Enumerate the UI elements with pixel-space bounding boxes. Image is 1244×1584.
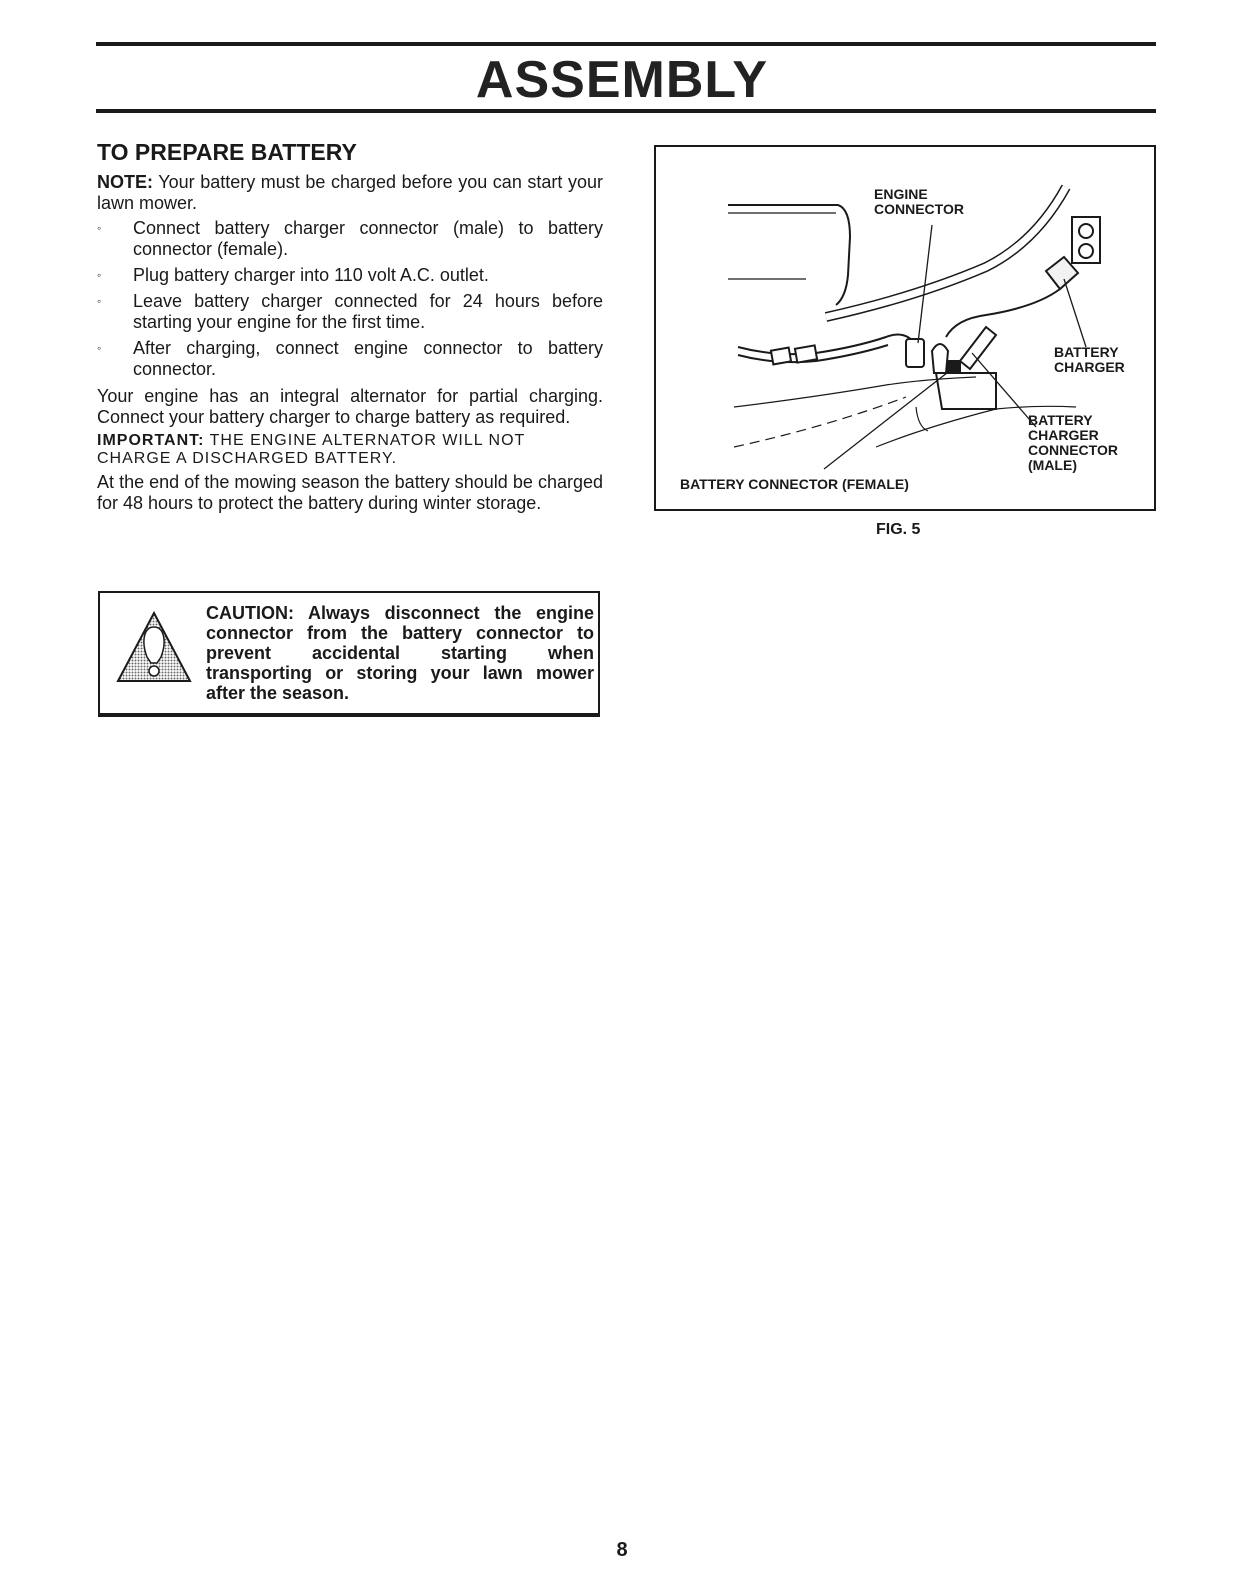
bullet-icon: ◦ (97, 341, 102, 355)
battery-charger-text: BATTERY CHARGER (1054, 344, 1125, 375)
figure-caption: FIG. 5 (876, 521, 921, 538)
engine-connector-text: ENGINE CONNECTOR (874, 186, 964, 217)
battery-instructions (97, 138, 603, 518)
figure-5 (654, 145, 1156, 511)
caution-box (98, 591, 600, 717)
important-paragraph (97, 432, 603, 468)
step-item (97, 338, 603, 380)
caution-text: CAUTION: Always disconnect the engine connector from the battery connector to prevent accidental starting when transporting or storing your lawn mower after the season. (206, 603, 594, 703)
page-number: 8 (616, 1539, 628, 1561)
important-label: IMPORTANT: (97, 432, 205, 449)
battery-charger-connector-label (1028, 413, 1138, 473)
step-list (97, 218, 603, 380)
step-item (97, 218, 603, 260)
note-paragraph (97, 172, 603, 214)
battery-charger-label (1054, 345, 1140, 375)
page-title: ASSEMBLY (475, 51, 769, 109)
season-paragraph: At the end of the mowing season the battery should be charged for 48 hours to protect the battery during winter storage. (97, 472, 603, 513)
step-text: Leave battery charger connected for 24 hours before starting your engine for the first time. (133, 291, 603, 332)
step-text: Plug battery charger into 110 volt A.C. outlet. (133, 265, 489, 285)
header-rule-top (96, 42, 1156, 46)
bullet-icon: ◦ (97, 221, 102, 235)
step-item (97, 265, 603, 286)
bullet-icon: ◦ (97, 294, 102, 308)
battery-charger-connector-text: BATTERY CHARGER CONNECTOR (MALE) (1028, 412, 1118, 473)
section-heading: TO PREPARE BATTERY (97, 139, 357, 165)
important-text: THE ENGINE ALTERNATOR WILL NOT CHARGE A DISCHARGED BATTERY. (97, 432, 526, 467)
step-item (97, 291, 603, 333)
note-text: Your battery must be charged before you can start your lawn mower. (97, 172, 603, 213)
note-label: NOTE: (97, 172, 153, 192)
battery-connector-label: BATTERY CONNECTOR (FEMALE) (680, 476, 909, 492)
step-text: Connect battery charger connector (male) to battery connector (female). (133, 218, 603, 259)
warning-triangle-icon (116, 611, 192, 688)
alternator-paragraph: Your engine has an integral alternator for partial charging. Connect your battery charger to charge battery as required. (97, 386, 603, 427)
engine-connector-label (874, 187, 994, 217)
header-rule-bottom (96, 109, 1156, 113)
step-text: After charging, connect engine connector to battery connector. (133, 338, 603, 379)
bullet-icon: ◦ (97, 268, 102, 282)
